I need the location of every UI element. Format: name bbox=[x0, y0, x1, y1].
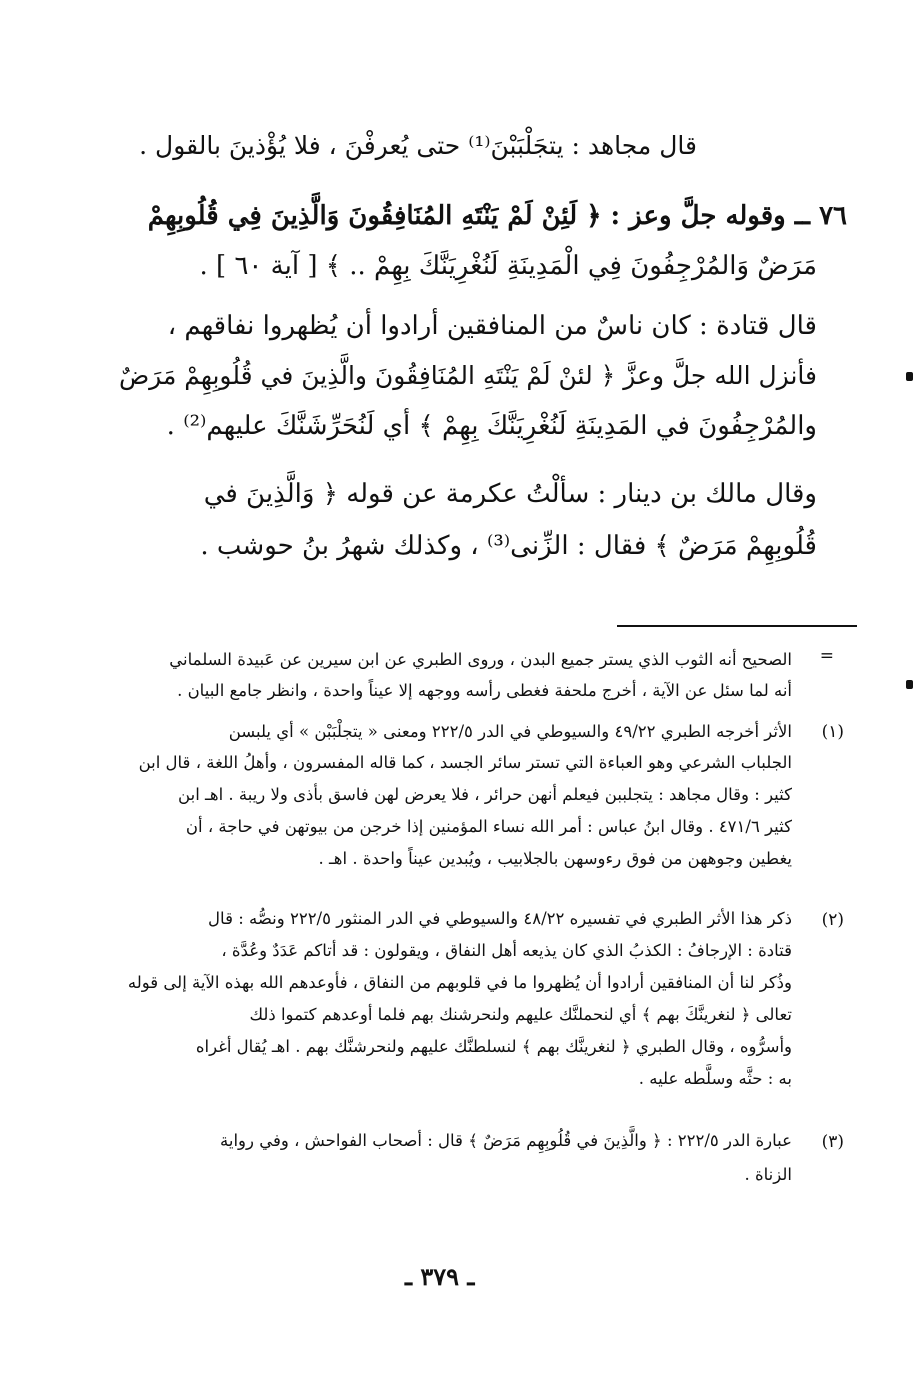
footnote-line: قتادة : الإرجافُ : الكذبُ الذي كان يذيعه أهل النفاق ، ويقولون : قد أتاكم عَدَدٌ وعُدَّة ، bbox=[221, 941, 792, 960]
footnote-line: كثير : وقال مجاهد : يتجلببن فيعلم أنهن حرائر ، فلا يعرض لهن فاسق بأذى ولا ريبة . اهـ ابن bbox=[178, 785, 792, 804]
footnote-mark-1: (١) bbox=[821, 722, 844, 742]
footnote-line: أنه لما سئل عن الآية ، أخرج ملحفة فغطى رأسه ووجهه إلا عيناً واحدة ، وانظر جامع البيان . bbox=[177, 681, 792, 700]
footnote-line: وأسرُّوه ، وقال الطبري ﴿ لنغرينَّك بهم ﴾ لنسلطنَّك عليهم ولنحرشنَّك بهم . اهـ يُقال أغراه bbox=[195, 1037, 792, 1056]
main-line-6: والمُرْجِفُونَ في المَدِينَةِ لَنُغْرِيَنَّكَ بِهِمْ ﴾ أي لَنُحَرِّشَنَّكَ عليهم⁽²⁾ . bbox=[166, 411, 817, 441]
main-line-8: قُلُوبِهِمْ مَرَضٌ ﴾ فقال : الزِّنى⁽³⁾ ، وكذلك شهرُ بنُ حوشب . bbox=[200, 531, 817, 561]
footnote-line: وذُكر لنا أن المنافقين أرادوا أن يُظهروا ما في قلوبهم من النفاق ، فأوعدهم الله بهذه الآية إلى قوله bbox=[127, 973, 792, 992]
main-line-4: قال قتادة : كان ناسٌ من المنافقين أرادوا أن يُظهروا نفاقهم ، bbox=[167, 311, 817, 341]
footnote-line: الزناة . bbox=[744, 1165, 792, 1184]
main-line-1: قال مجاهد : يتجَلْبَبْنَ⁽¹⁾ حتى يُعرفْنَ ، فلا يُؤْذينَ بالقول . bbox=[139, 131, 697, 160]
footnote-mark-3: (٣) bbox=[821, 1132, 844, 1152]
footnote-line: الأثر أخرجه الطبري ٤٩/٢٢ والسيوطي في الدر ٢٢٢/٥ ومعنى « يتجلْبَبْن » أي يلبسن bbox=[228, 722, 792, 741]
footnote-line: كثير ٤٧١/٦ . وقال ابنُ عباس : أمر الله نساء المؤمنين إذا خرجن من بيوتهن في حاجة ، أن bbox=[185, 817, 792, 836]
main-line-5: فأنزل الله جلَّ وعزَّ ﴿ لئنْ لَمْ يَنْتَهِ المُنَافِقُونَ والَّذِينَ في قُلُوبِهِمْ مَرَضٌ bbox=[118, 361, 817, 390]
footnote-mark-continued: = bbox=[819, 646, 834, 666]
main-line-2: ٧٦ ــ وقوله جلَّ وعز : ﴿ لَئِنْ لَمْ يَنْتَهِ المُنَافِقُونَ وَالَّذِينَ فِي قُلُوبِهِمْ bbox=[147, 201, 847, 231]
footnote-line: الصحيح أنه الثوب الذي يستر جميع البدن ، وروى الطبري عن ابن سيرين عن عَبيدة السلماني bbox=[169, 650, 792, 669]
main-line-3: مَرَضٌ وَالمُرْجِفُونَ فِي الْمَدِينَةِ لَنُغْرِيَنَّكَ بِهِمْ .. ﴾ [ آية ٦٠ ] . bbox=[199, 251, 817, 281]
footnote-line: عبارة الدر ٢٢٢/٥ : ﴿ والَّذِينَ في قُلُوبِهِم مَرَضٌ ﴾ قال : أصحاب الفواحش ، وفي رواية bbox=[220, 1131, 792, 1150]
footnote-line: يغطين وجوههن من فوق رءوسهن بالجلابيب ، ويُبدين عيناً واحدة . اهـ . bbox=[318, 849, 792, 868]
footnote-line: الجلباب الشرعي وهو العباءة التي تستر سائر الجسد ، كما قاله المفسرون ، وأهلُ اللغة ، قال ابن bbox=[138, 753, 792, 772]
footnote-line: تعالى ﴿ لنغرينَّكَ بهم ﴾ أي لنحملنَّك عليهم ولنحرشنك بهم فلما أوعدهم كتموا ذلك bbox=[249, 1005, 792, 1024]
margin-speck bbox=[906, 680, 913, 689]
footnote-line: ذكر هذا الأثر الطبري في تفسيره ٤٨/٢٢ والسيوطي في الدر المنثور ٢٢٢/٥ ونصُّه : قال bbox=[208, 909, 792, 928]
page-number: ـ ٣٧٩ ـ bbox=[405, 1262, 475, 1291]
footnote-separator bbox=[617, 625, 857, 627]
margin-speck bbox=[906, 372, 913, 381]
footnote-line: به : حثَّه وسلَّطه عليه . bbox=[638, 1069, 792, 1088]
main-line-7: وقال مالك بن دينار : سألْتُ عكرمة عن قوله ﴿ وَالَّذِينَ في bbox=[203, 479, 817, 509]
footnote-mark-2: (٢) bbox=[821, 910, 844, 930]
